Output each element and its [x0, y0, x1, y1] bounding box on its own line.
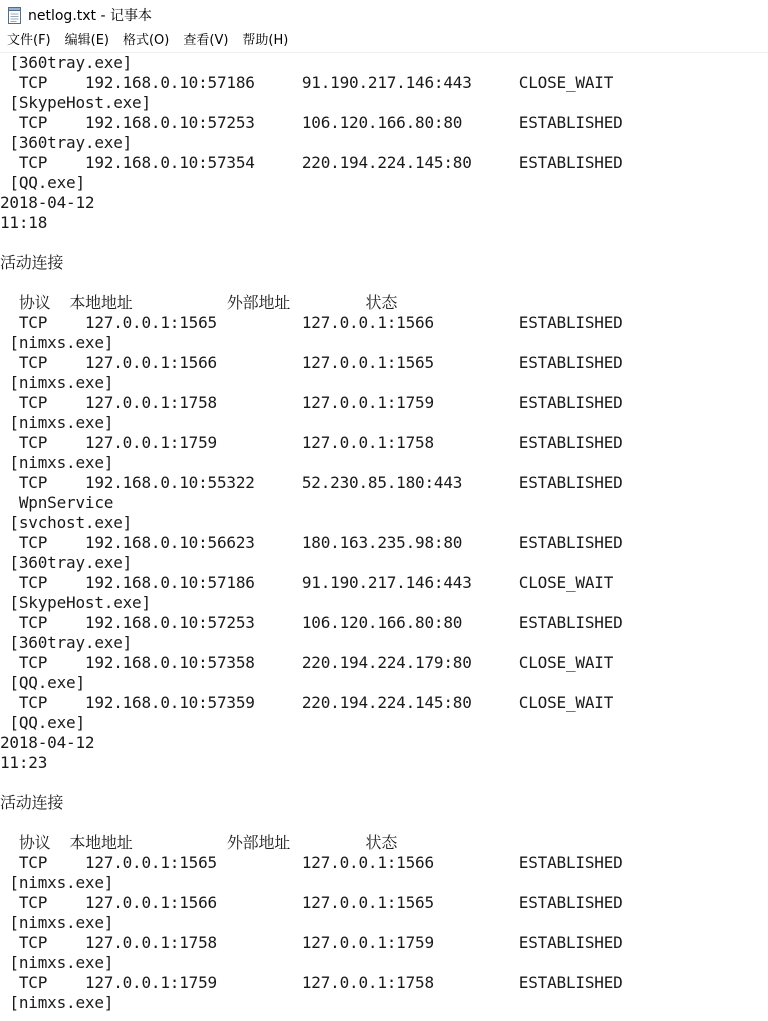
text-line: 协议 本地地址 外部地址 状态 [0, 293, 398, 312]
text-line: [nimxs.exe] [0, 953, 114, 972]
text-line: 11:23 [0, 753, 48, 772]
notepad-icon [8, 7, 22, 24]
text-line: [nimxs.exe] [0, 873, 114, 892]
text-line: [360tray.exe] [0, 553, 133, 572]
menu-bar [0, 30, 768, 53]
text-line: [QQ.exe] [0, 713, 85, 732]
text-line: [SkypeHost.exe] [0, 93, 151, 112]
text-line: TCP 192.168.0.10:55322 52.230.85.180:443 ESTABLISHED [0, 473, 623, 492]
text-line [0, 273, 768, 293]
text-line: 活动连接 [0, 253, 64, 272]
text-line: [360tray.exe] [0, 633, 133, 652]
text-line: TCP 127.0.0.1:1758 127.0.0.1:1759 ESTABLISHED [0, 933, 623, 952]
text-line: 2018-04-12 [0, 733, 95, 752]
text-line: TCP 192.168.0.10:57186 91.190.217.146:443 CLOSE_WAIT [0, 73, 614, 92]
menu-edit[interactable]: 编辑(E) [64, 33, 109, 48]
text-line: 2018-04-12 [0, 193, 95, 212]
text-line [0, 773, 768, 793]
text-line: 协议 本地地址 外部地址 状态 [0, 833, 398, 852]
text-line: TCP 127.0.0.1:1758 127.0.0.1:1759 ESTABLISHED [0, 393, 623, 412]
text-line: TCP 192.168.0.10:56623 180.163.235.98:80 ESTABLISHED [0, 533, 623, 552]
menu-format[interactable]: 格式(O) [122, 33, 170, 48]
text-line: TCP 127.0.0.1:1759 127.0.0.1:1758 ESTABLISHED [0, 973, 623, 992]
text-line: TCP 192.168.0.10:57358 220.194.224.179:80 CLOSE_WAIT [0, 653, 614, 672]
text-line: [nimxs.exe] [0, 913, 114, 932]
text-line: [QQ.exe] [0, 173, 85, 192]
text-line: TCP 127.0.0.1:1565 127.0.0.1:1566 ESTABLISHED [0, 313, 623, 332]
text-line: TCP 127.0.0.1:1759 127.0.0.1:1758 ESTABLISHED [0, 433, 623, 452]
text-line [0, 813, 768, 833]
text-line: TCP 192.168.0.10:57354 220.194.224.145:80 ESTABLISHED [0, 153, 623, 172]
text-content[interactable] [0, 53, 768, 1013]
text-line: TCP 192.168.0.10:57186 91.190.217.146:443 CLOSE_WAIT [0, 573, 614, 592]
text-line: 活动连接 [0, 793, 64, 812]
text-line: 11:18 [0, 213, 48, 232]
text-line: [SkypeHost.exe] [0, 593, 151, 612]
text-line: [nimxs.exe] [0, 453, 114, 472]
window-title: netlog.txt - 记事本 [28, 8, 152, 24]
text-line: WpnService [0, 493, 114, 512]
text-line: [360tray.exe] [0, 53, 133, 72]
text-line: [svchost.exe] [0, 513, 133, 532]
text-line [0, 233, 768, 253]
menu-file[interactable]: 文件(F) [7, 33, 51, 48]
title-bar[interactable] [0, 0, 768, 30]
text-line: TCP 192.168.0.10:57253 106.120.166.80:80 ESTABLISHED [0, 113, 623, 132]
text-line: [nimxs.exe] [0, 413, 114, 432]
text-line: [nimxs.exe] [0, 333, 114, 352]
text-line: TCP 127.0.0.1:1566 127.0.0.1:1565 ESTABLISHED [0, 353, 623, 372]
text-editor[interactable] [0, 53, 768, 1021]
text-line: TCP 192.168.0.10:57253 106.120.166.80:80 ESTABLISHED [0, 613, 623, 632]
text-line: TCP 127.0.0.1:1566 127.0.0.1:1565 ESTABLISHED [0, 893, 623, 912]
text-line: TCP 192.168.0.10:57359 220.194.224.145:80 CLOSE_WAIT [0, 693, 614, 712]
text-line: [nimxs.exe] [0, 373, 114, 392]
text-line: [QQ.exe] [0, 673, 85, 692]
text-line: [360tray.exe] [0, 133, 133, 152]
text-line: [nimxs.exe] [0, 993, 114, 1012]
text-line: TCP 127.0.0.1:1565 127.0.0.1:1566 ESTABLISHED [0, 853, 623, 872]
menu-help[interactable]: 帮助(H) [242, 33, 289, 48]
menu-view[interactable]: 查看(V) [183, 33, 229, 48]
